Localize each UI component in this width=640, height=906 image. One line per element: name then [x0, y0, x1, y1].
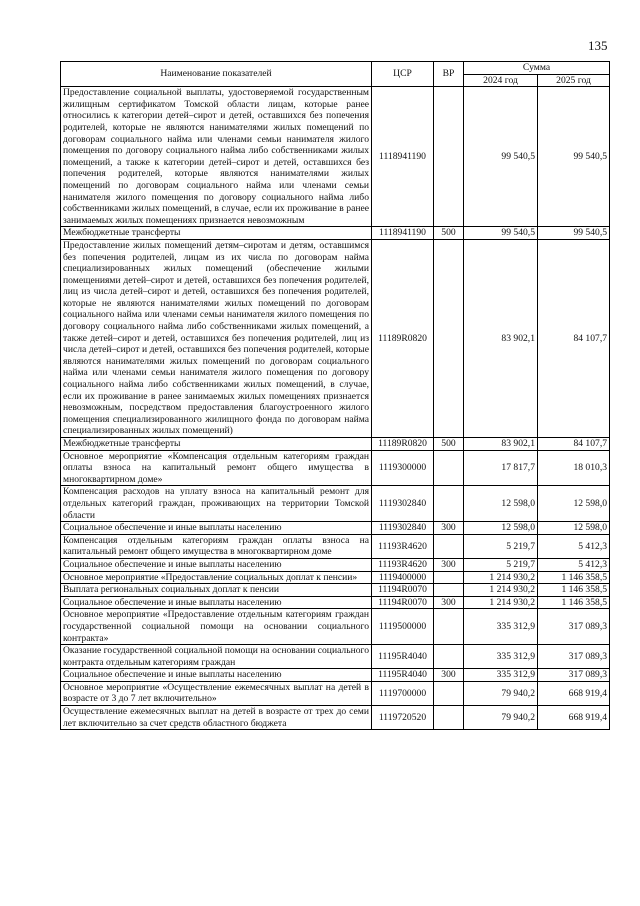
table-row: [61, 87, 610, 227]
row-sum-2024: 5 219,7: [464, 558, 538, 571]
row-sum-2025: 317 089,3: [538, 669, 610, 682]
row-vr: 500: [434, 438, 464, 451]
row-vr: [434, 87, 464, 227]
header-name: Наименование показателей: [61, 62, 372, 87]
row-sum-2024: 83 902,1: [464, 438, 538, 451]
row-vr: [434, 571, 464, 584]
table-row: [61, 438, 610, 451]
row-vr: [434, 534, 464, 558]
row-sum-2024: 79 940,2: [464, 706, 538, 730]
row-name: Предоставление социальной выплаты, удостоверяемой государственным жилищным сертификатом Томской области лицам, которые ранее относились к категории детей–сирот и детей, оставшихся без попечения родителей, которые не являются нанимателями жилых помещений по договорам социального найма или членами семьи нанимателя жилого помещения по договору социального найма либо собственниками жилых помещений, а также к категории детей–сирот и детей, оставшихся без попечения родителей, которые являются нанимателями жилых помещений по договорам социального найма или членами семьи нанимателя жилого помещения по договору социального найма либо собственниками жилых помещений, в случае, если их проживание в ранее занимаемых жилых помещениях признается невозможным: [61, 87, 372, 227]
row-vr: 300: [434, 596, 464, 609]
row-name: Социальное обеспечение и иные выплаты населению: [61, 669, 372, 682]
row-sum-2024: 83 902,1: [464, 239, 538, 437]
row-sum-2025: 317 089,3: [538, 645, 610, 669]
row-sum-2024: 99 540,5: [464, 227, 538, 240]
row-vr: 300: [434, 558, 464, 571]
row-sum-2024: 12 598,0: [464, 522, 538, 535]
table-row: [61, 596, 610, 609]
row-sum-2025: 668 919,4: [538, 681, 610, 705]
row-name: Выплата региональных социальных доплат к пенсии: [61, 584, 372, 597]
row-name: Социальное обеспечение и иные выплаты населению: [61, 522, 372, 535]
row-sum-2024: 99 540,5: [464, 87, 538, 227]
table-row: [61, 239, 610, 437]
row-vr: 300: [434, 522, 464, 535]
row-name: Социальное обеспечение и иные выплаты населению: [61, 558, 372, 571]
row-name: Межбюджетные трансферты: [61, 438, 372, 451]
row-vr: [434, 706, 464, 730]
header-year-2024: 2024 год: [464, 74, 538, 87]
row-name: Социальное обеспечение и иные выплаты населению: [61, 596, 372, 609]
table-row: [61, 534, 610, 558]
row-csr: 1119720520: [372, 706, 434, 730]
row-sum-2025: 1 146 358,5: [538, 584, 610, 597]
row-sum-2025: 1 146 358,5: [538, 596, 610, 609]
row-name: Оказание государственной социальной помощи на основании социального контракта отдельным категориям граждан: [61, 645, 372, 669]
row-csr: 11189R0820: [372, 239, 434, 437]
row-csr: 11194R0070: [372, 584, 434, 597]
table-row: [61, 450, 610, 486]
row-csr: 1119700000: [372, 681, 434, 705]
row-vr: [434, 239, 464, 437]
table-row: [61, 609, 610, 645]
row-sum-2025: 18 010,3: [538, 450, 610, 486]
row-csr: 11195R4040: [372, 669, 434, 682]
row-sum-2024: 1 214 930,2: [464, 584, 538, 597]
row-sum-2024: 1 214 930,2: [464, 596, 538, 609]
row-name: Основное мероприятие «Осуществление ежемесячных выплат на детей в возрасте от 3 до 7 лет включительно»: [61, 681, 372, 705]
table-row: [61, 645, 610, 669]
row-vr: [434, 609, 464, 645]
row-csr: 11193R4620: [372, 558, 434, 571]
row-name: Основное мероприятие «Предоставление социальных доплат к пенсии»: [61, 571, 372, 584]
table-row: [61, 669, 610, 682]
row-csr: 11193R4620: [372, 534, 434, 558]
row-sum-2025: 5 412,3: [538, 534, 610, 558]
table-row: [61, 706, 610, 730]
row-sum-2024: 335 312,9: [464, 609, 538, 645]
row-sum-2024: 12 598,0: [464, 486, 538, 522]
row-vr: [434, 681, 464, 705]
row-sum-2025: 99 540,5: [538, 87, 610, 227]
row-name: Осуществление ежемесячных выплат на детей в возрасте от трех до семи лет включительно за счет средств областного бюджета: [61, 706, 372, 730]
row-name: Компенсация расходов на уплату взноса на капитальный ремонт для отдельных категорий граждан, проживающих на территории Томской области: [61, 486, 372, 522]
table-row: [61, 571, 610, 584]
row-sum-2025: 84 107,7: [538, 239, 610, 437]
row-sum-2024: 79 940,2: [464, 681, 538, 705]
row-sum-2025: 12 598,0: [538, 522, 610, 535]
table-row: [61, 681, 610, 705]
table-row: [61, 584, 610, 597]
row-vr: [434, 645, 464, 669]
row-csr: 1119302840: [372, 522, 434, 535]
page-number: 135: [588, 38, 608, 53]
row-vr: 300: [434, 669, 464, 682]
row-sum-2024: 5 219,7: [464, 534, 538, 558]
row-csr: 11189R0820: [372, 438, 434, 451]
row-vr: [434, 450, 464, 486]
header-csr: ЦСР: [372, 62, 434, 87]
row-sum-2025: 99 540,5: [538, 227, 610, 240]
row-csr: 11194R0070: [372, 596, 434, 609]
row-csr: 11195R4040: [372, 645, 434, 669]
table-row: [61, 558, 610, 571]
row-csr: 1118941190: [372, 227, 434, 240]
row-name: Основное мероприятие «Компенсация отдельным категориям граждан оплаты взноса на капитальный ремонт общего имущества в многоквартирном доме»: [61, 450, 372, 486]
row-name: Компенсация отдельным категориям граждан оплаты взноса на капитальный ремонт общего имущества в многоквартирном доме: [61, 534, 372, 558]
header-vr: ВР: [434, 62, 464, 87]
row-vr: [434, 486, 464, 522]
table-row: [61, 486, 610, 522]
table-row: [61, 227, 610, 240]
row-csr: 1119500000: [372, 609, 434, 645]
row-sum-2025: 84 107,7: [538, 438, 610, 451]
header-sum: Сумма: [464, 62, 610, 75]
row-csr: 1119300000: [372, 450, 434, 486]
budget-table: [60, 61, 610, 730]
row-csr: 1118941190: [372, 87, 434, 227]
table-row: [61, 522, 610, 535]
table-header: [61, 62, 610, 87]
row-sum-2024: 335 312,9: [464, 669, 538, 682]
row-name: Межбюджетные трансферты: [61, 227, 372, 240]
row-sum-2024: 17 817,7: [464, 450, 538, 486]
row-name: Предоставление жилых помещений детям–сиротам и детям, оставшимся без попечения родителей, лицам из их числа по договорам найма специализированных жилых помещений (обеспечение жилыми помещениями детей–сирот и детей, оставшихся без попечения родителей, лиц из числа детей–сирот и детей, оставшихся без попечения родителей, которые не являются нанимателями жилых помещений по договорам социального найма или членами семьи нанимателя жилого помещения по договору социального найма либо собственниками жилых помещений, а также детей–сирот и детей, оставшихся без попечения родителей, лиц из числа детей–сирот и детей, оставшихся без попечения родителей, которые являются нанимателями жилых помещений по договорам социального найма или членами семьи нанимателя жилого помещения по договору социального найма либо собственниками жилых помещений, в случае, если их проживание в ранее занимаемых жилых помещениях признается невозможным, посредством предоставления благоустроенного жилого помещения специализированного жилищного фонда по договорам найма специализированных жилых помещений): [61, 239, 372, 437]
row-csr: 1119302840: [372, 486, 434, 522]
header-year-2025: 2025 год: [538, 74, 610, 87]
row-csr: 1119400000: [372, 571, 434, 584]
row-sum-2024: 335 312,9: [464, 645, 538, 669]
row-sum-2025: 1 146 358,5: [538, 571, 610, 584]
row-sum-2025: 5 412,3: [538, 558, 610, 571]
row-sum-2025: 12 598,0: [538, 486, 610, 522]
row-sum-2024: 1 214 930,2: [464, 571, 538, 584]
row-vr: [434, 584, 464, 597]
row-sum-2025: 317 089,3: [538, 609, 610, 645]
row-vr: 500: [434, 227, 464, 240]
row-sum-2025: 668 919,4: [538, 706, 610, 730]
row-name: Основное мероприятие «Предоставление отдельным категориям граждан государственной социальной помощи на основании социального контракта»: [61, 609, 372, 645]
